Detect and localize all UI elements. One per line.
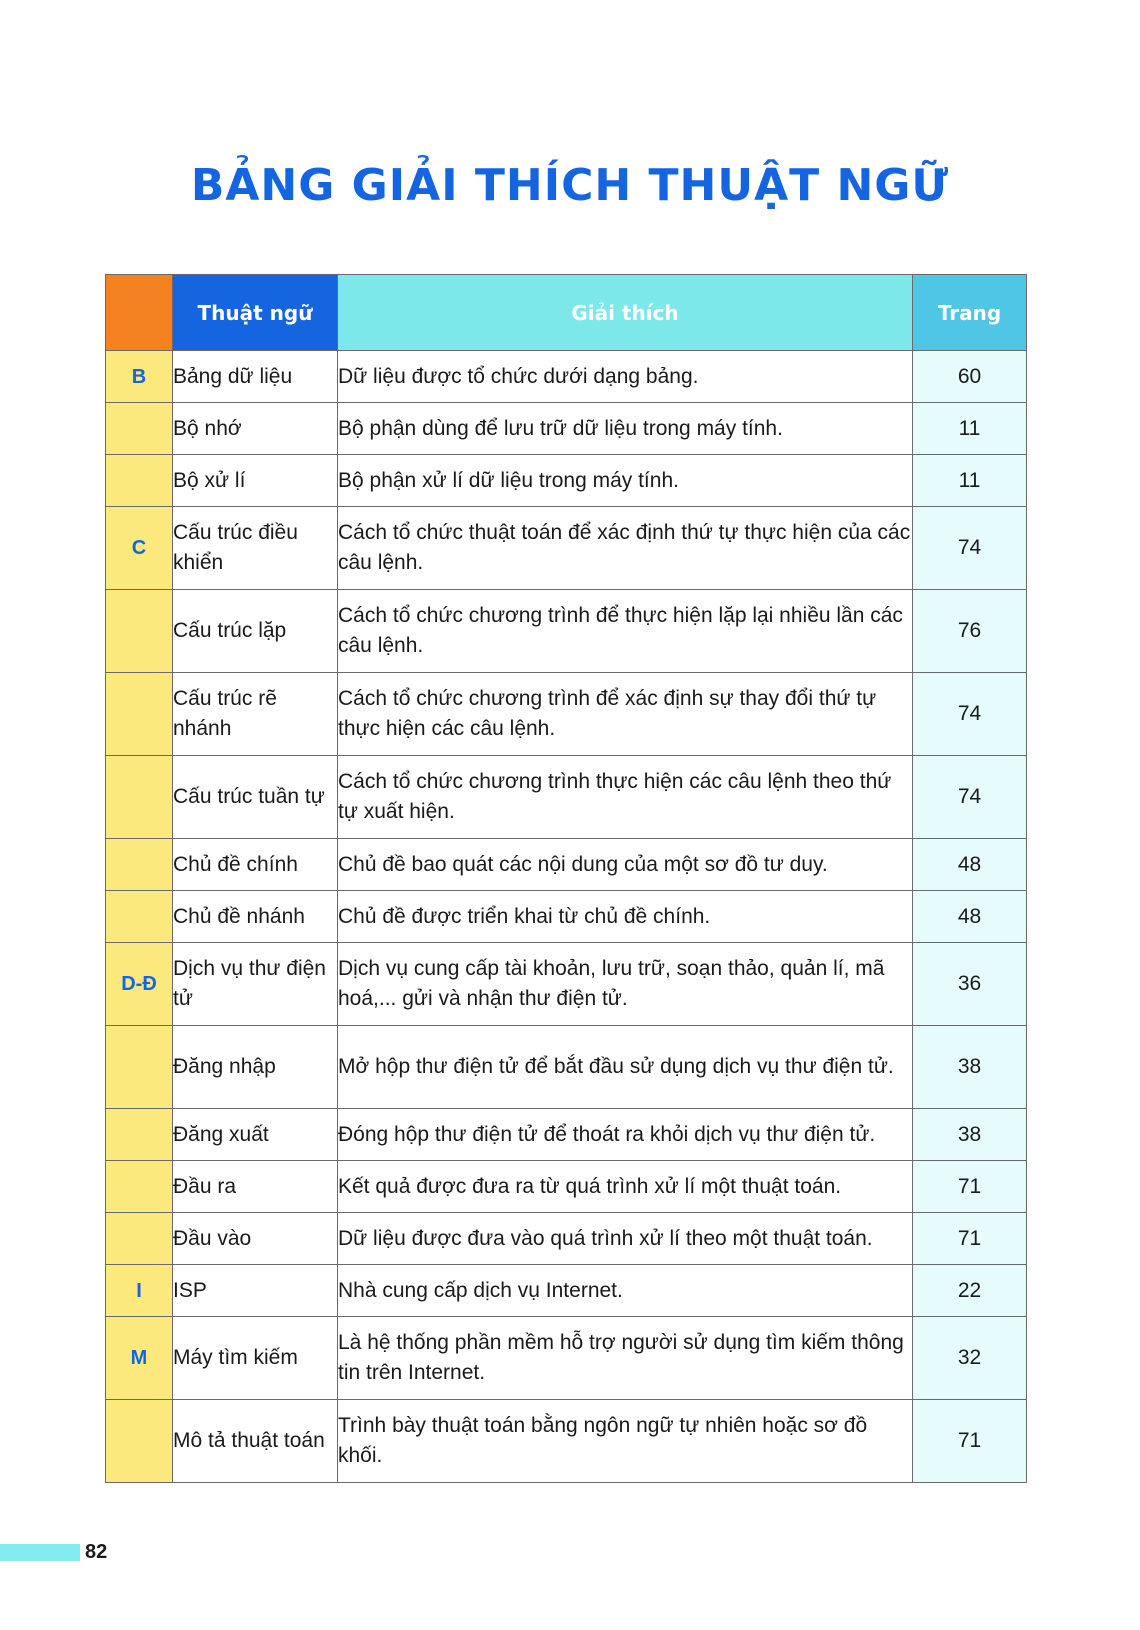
letter-cell <box>106 1161 173 1213</box>
term-cell: Cấu trúc lặp <box>173 590 338 673</box>
description-cell: Là hệ thống phần mềm hỗ trợ người sử dụng tìm kiếm thông tin trên Internet. <box>338 1317 913 1400</box>
term-cell: Cấu trúc điều khiển <box>173 507 338 590</box>
table-row <box>106 756 1027 839</box>
table-row <box>106 839 1027 891</box>
term-cell: Dịch vụ thư điện tử <box>173 943 338 1026</box>
table-row <box>106 1213 1027 1265</box>
page-cell: 36 <box>913 943 1027 1026</box>
term-cell: Đăng nhập <box>173 1026 338 1109</box>
term-cell: Đăng xuất <box>173 1109 338 1161</box>
table-row <box>106 1109 1027 1161</box>
glossary-table <box>105 274 1027 1483</box>
table-row <box>106 943 1027 1026</box>
table-row <box>106 455 1027 507</box>
page-cell: 48 <box>913 839 1027 891</box>
term-cell: Cấu trúc rẽ nhánh <box>173 673 338 756</box>
page-cell: 74 <box>913 673 1027 756</box>
letter-cell: D-Đ <box>106 943 173 1026</box>
header-letter <box>106 275 173 351</box>
page-cell: 38 <box>913 1026 1027 1109</box>
page-cell: 74 <box>913 756 1027 839</box>
table-row <box>106 1400 1027 1483</box>
description-cell: Dữ liệu được tổ chức dưới dạng bảng. <box>338 351 913 403</box>
table-row <box>106 507 1027 590</box>
header-term: Thuật ngữ <box>173 275 338 351</box>
term-cell: Bộ nhớ <box>173 403 338 455</box>
letter-cell <box>106 673 173 756</box>
description-cell: Trình bày thuật toán bằng ngôn ngữ tự nhiên hoặc sơ đồ khối. <box>338 1400 913 1483</box>
term-cell: Bộ xử lí <box>173 455 338 507</box>
page-cell: 22 <box>913 1265 1027 1317</box>
table-row <box>106 590 1027 673</box>
letter-cell <box>106 839 173 891</box>
table-row <box>106 1317 1027 1400</box>
description-cell: Chủ đề được triển khai từ chủ đề chính. <box>338 891 913 943</box>
table-row <box>106 891 1027 943</box>
page-number-bar <box>0 1544 80 1561</box>
letter-cell: I <box>106 1265 173 1317</box>
page-cell: 71 <box>913 1161 1027 1213</box>
description-cell: Cách tổ chức chương trình thực hiện các câu lệnh theo thứ tự xuất hiện. <box>338 756 913 839</box>
description-cell: Bộ phận xử lí dữ liệu trong máy tính. <box>338 455 913 507</box>
letter-cell <box>106 1213 173 1265</box>
page-cell: 74 <box>913 507 1027 590</box>
term-cell: ISP <box>173 1265 338 1317</box>
letter-cell <box>106 1026 173 1109</box>
term-cell: Đầu ra <box>173 1161 338 1213</box>
page-cell: 32 <box>913 1317 1027 1400</box>
term-cell: Mô tả thuật toán <box>173 1400 338 1483</box>
page-cell: 48 <box>913 891 1027 943</box>
table-row <box>106 1161 1027 1213</box>
description-cell: Kết quả được đưa ra từ quá trình xử lí một thuật toán. <box>338 1161 913 1213</box>
term-cell: Bảng dữ liệu <box>173 351 338 403</box>
letter-cell <box>106 1109 173 1161</box>
letter-cell <box>106 756 173 839</box>
term-cell: Chủ đề chính <box>173 839 338 891</box>
term-cell: Cấu trúc tuần tự <box>173 756 338 839</box>
page-cell: 11 <box>913 455 1027 507</box>
table-row <box>106 1026 1027 1109</box>
letter-cell: B <box>106 351 173 403</box>
description-cell: Dữ liệu được đưa vào quá trình xử lí theo một thuật toán. <box>338 1213 913 1265</box>
description-cell: Cách tổ chức chương trình để xác định sự thay đổi thứ tự thực hiện các câu lệnh. <box>338 673 913 756</box>
page-cell: 60 <box>913 351 1027 403</box>
page-cell: 11 <box>913 403 1027 455</box>
letter-cell <box>106 891 173 943</box>
description-cell: Đóng hộp thư điện tử để thoát ra khỏi dịch vụ thư điện tử. <box>338 1109 913 1161</box>
description-cell: Cách tổ chức thuật toán để xác định thứ tự thực hiện của các câu lệnh. <box>338 507 913 590</box>
page-title: BẢNG GIẢI THÍCH THUẬT NGỮ <box>190 160 950 211</box>
header-page: Trang <box>913 275 1027 351</box>
letter-cell: M <box>106 1317 173 1400</box>
letter-cell <box>106 403 173 455</box>
description-cell: Cách tổ chức chương trình để thực hiện lặp lại nhiều lần các câu lệnh. <box>338 590 913 673</box>
letter-cell <box>106 590 173 673</box>
term-cell: Chủ đề nhánh <box>173 891 338 943</box>
description-cell: Dịch vụ cung cấp tài khoản, lưu trữ, soạn thảo, quản lí, mã hoá,... gửi và nhận thư điện tử. <box>338 943 913 1026</box>
page-cell: 71 <box>913 1400 1027 1483</box>
page-cell: 38 <box>913 1109 1027 1161</box>
table-row <box>106 1265 1027 1317</box>
page-cell: 71 <box>913 1213 1027 1265</box>
page-cell: 76 <box>913 590 1027 673</box>
description-cell: Nhà cung cấp dịch vụ Internet. <box>338 1265 913 1317</box>
description-cell: Mở hộp thư điện tử để bắt đầu sử dụng dịch vụ thư điện tử. <box>338 1026 913 1109</box>
table-row <box>106 403 1027 455</box>
letter-cell <box>106 455 173 507</box>
letter-cell <box>106 1400 173 1483</box>
letter-cell: C <box>106 507 173 590</box>
table-row <box>106 673 1027 756</box>
description-cell: Chủ đề bao quát các nội dung của một sơ đồ tư duy. <box>338 839 913 891</box>
term-cell: Máy tìm kiếm <box>173 1317 338 1400</box>
table-row <box>106 351 1027 403</box>
description-cell: Bộ phận dùng để lưu trữ dữ liệu trong máy tính. <box>338 403 913 455</box>
table-header-row <box>106 275 1027 351</box>
term-cell: Đầu vào <box>173 1213 338 1265</box>
header-description: Giải thích <box>338 275 913 351</box>
page-number: 82 <box>85 1541 108 1563</box>
